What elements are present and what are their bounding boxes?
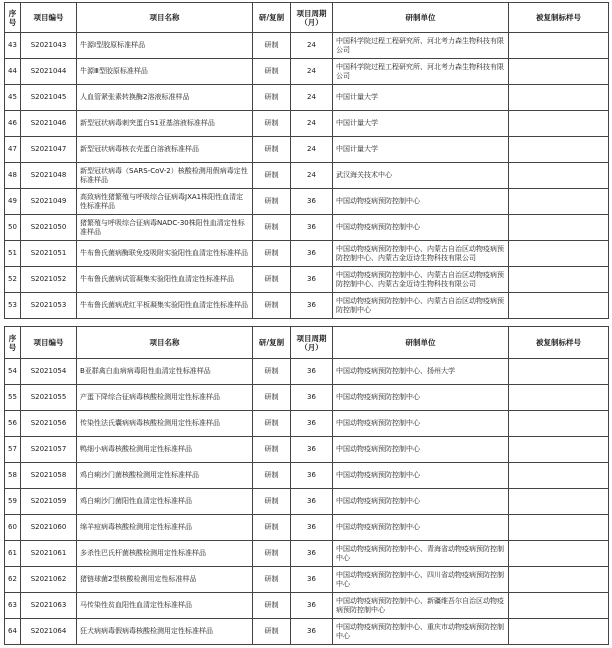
header-code: 项目编号 [21, 3, 77, 33]
cell-type: 研制 [253, 437, 291, 463]
cell-seq: 62 [5, 567, 21, 593]
cell-sample [509, 215, 609, 241]
cell-code: S2021057 [21, 437, 77, 463]
registry-table-1 [4, 2, 609, 319]
cell-code: S2021051 [21, 241, 77, 267]
cell-name: 鸡白痢沙门菌阳性血清定性标准样品 [77, 489, 253, 515]
cell-unit: 中国动物疫病预防控制中心 [333, 463, 509, 489]
cell-sample [509, 137, 609, 163]
table-row [5, 489, 609, 515]
registry-table-2 [4, 326, 609, 645]
cell-name: 传染性法氏囊病病毒核酸检测用定性标准样品 [77, 411, 253, 437]
table-row [5, 619, 609, 645]
cell-type: 研制 [253, 137, 291, 163]
cell-sample [509, 267, 609, 293]
cell-sample [509, 293, 609, 319]
cell-unit: 中国计量大学 [333, 85, 509, 111]
cell-unit: 中国动物疫病预防控制中心 [333, 411, 509, 437]
table-body-2 [5, 359, 609, 645]
cell-type: 研制 [253, 85, 291, 111]
table-row [5, 163, 609, 189]
cell-seq: 45 [5, 85, 21, 111]
cell-cycle: 36 [291, 541, 333, 567]
cell-type: 研制 [253, 411, 291, 437]
table-row [5, 111, 609, 137]
table-row [5, 593, 609, 619]
header-cycle: 项目周期（月） [291, 327, 333, 359]
cell-sample [509, 515, 609, 541]
cell-seq: 52 [5, 267, 21, 293]
cell-sample [509, 85, 609, 111]
cell-sample [509, 33, 609, 59]
cell-cycle: 24 [291, 111, 333, 137]
cell-name: 牛布鲁氏菌病虎红平板凝集实验阳性血清定性标准样品 [77, 293, 253, 319]
cell-code: S2021063 [21, 593, 77, 619]
cell-seq: 55 [5, 385, 21, 411]
cell-cycle: 24 [291, 163, 333, 189]
cell-cycle: 36 [291, 593, 333, 619]
cell-code: S2021046 [21, 111, 77, 137]
cell-seq: 54 [5, 359, 21, 385]
cell-unit: 中国动物疫病预防控制中心、扬州大学 [333, 359, 509, 385]
header-name: 项目名称 [77, 3, 253, 33]
cell-cycle: 36 [291, 515, 333, 541]
cell-unit: 中国动物疫病预防控制中心 [333, 515, 509, 541]
cell-code: S2021055 [21, 385, 77, 411]
table-row [5, 463, 609, 489]
cell-cycle: 36 [291, 267, 333, 293]
cell-sample [509, 59, 609, 85]
cell-seq: 56 [5, 411, 21, 437]
cell-cycle: 36 [291, 385, 333, 411]
cell-unit: 中国动物疫病预防控制中心 [333, 437, 509, 463]
cell-type: 研制 [253, 463, 291, 489]
cell-seq: 53 [5, 293, 21, 319]
cell-name: 狂犬病病毒假病毒核酸检测用定性标准样品 [77, 619, 253, 645]
cell-sample [509, 463, 609, 489]
table-row [5, 215, 609, 241]
cell-type: 研制 [253, 489, 291, 515]
cell-unit: 中国计量大学 [333, 137, 509, 163]
header-unit: 研制单位 [333, 3, 509, 33]
cell-seq: 59 [5, 489, 21, 515]
cell-unit: 中国动物疫病预防控制中心 [333, 189, 509, 215]
cell-cycle: 24 [291, 137, 333, 163]
table-row [5, 33, 609, 59]
cell-sample [509, 385, 609, 411]
cell-cycle: 36 [291, 489, 333, 515]
cell-cycle: 24 [291, 59, 333, 85]
cell-cycle: 36 [291, 359, 333, 385]
cell-unit: 中国科学院过程工程研究所、河北考力森生物科技有限公司 [333, 33, 509, 59]
cell-name: 新型冠状病毒刺突蛋白S1亚基溶液标准样品 [77, 111, 253, 137]
cell-cycle: 36 [291, 189, 333, 215]
cell-code: S2021059 [21, 489, 77, 515]
cell-unit: 中国动物疫病预防控制中心、新疆维吾尔自治区动物疫病预防控制中心 [333, 593, 509, 619]
cell-name: 产蛋下降综合征病毒核酸检测用定性标准样品 [77, 385, 253, 411]
cell-type: 研制 [253, 619, 291, 645]
cell-code: S2021043 [21, 33, 77, 59]
cell-code: S2021060 [21, 515, 77, 541]
table-row [5, 293, 609, 319]
cell-code: S2021049 [21, 189, 77, 215]
table-row [5, 85, 609, 111]
cell-type: 研制 [253, 189, 291, 215]
cell-type: 研制 [253, 111, 291, 137]
cell-type: 研制 [253, 541, 291, 567]
header-sample: 被复制标样号 [509, 327, 609, 359]
cell-type: 研制 [253, 241, 291, 267]
cell-code: S2021053 [21, 293, 77, 319]
cell-name: 新型冠状病毒核衣壳蛋白溶液标准样品 [77, 137, 253, 163]
header-type: 研/复制 [253, 327, 291, 359]
cell-sample [509, 411, 609, 437]
header-sample: 被复制标样号 [509, 3, 609, 33]
cell-code: S2021061 [21, 541, 77, 567]
cell-unit: 中国动物疫病预防控制中心、内蒙古自治区动物疫病预防控制中心、内蒙古金迈诗生物科技有限公司 [333, 241, 509, 267]
table-header-row [5, 327, 609, 359]
cell-seq: 44 [5, 59, 21, 85]
cell-name: 牛源Ⅲ型胶原标准样品 [77, 59, 253, 85]
table-row [5, 241, 609, 267]
cell-seq: 63 [5, 593, 21, 619]
cell-seq: 46 [5, 111, 21, 137]
cell-unit: 中国动物疫病预防控制中心 [333, 215, 509, 241]
cell-name: 牛布鲁氏菌病酶联免疫吸附实验阳性血清定性标准样品 [77, 241, 253, 267]
cell-unit: 中国动物疫病预防控制中心、重庆市动物疫病预防控制中心 [333, 619, 509, 645]
table-row [5, 59, 609, 85]
cell-unit: 中国科学院过程工程研究所、河北考力森生物科技有限公司 [333, 59, 509, 85]
cell-seq: 57 [5, 437, 21, 463]
table-row [5, 567, 609, 593]
cell-unit: 中国计量大学 [333, 111, 509, 137]
cell-unit: 武汉海关技术中心 [333, 163, 509, 189]
cell-seq: 64 [5, 619, 21, 645]
cell-type: 研制 [253, 593, 291, 619]
header-seq: 序号 [5, 3, 21, 33]
cell-name: B亚群禽白血病病毒阳性血清定性标准样品 [77, 359, 253, 385]
table-header-row [5, 3, 609, 33]
cell-name: 新型冠状病毒（SARS-CoV-2）核酸检测用假病毒定性标准样品 [77, 163, 253, 189]
cell-sample [509, 189, 609, 215]
cell-sample [509, 619, 609, 645]
table-row [5, 137, 609, 163]
table-row [5, 437, 609, 463]
cell-name: 牛布鲁氏菌病试管凝集实验阳性血清定性标准样品 [77, 267, 253, 293]
cell-cycle: 36 [291, 463, 333, 489]
cell-seq: 47 [5, 137, 21, 163]
header-cycle: 项目周期（月） [291, 3, 333, 33]
cell-unit: 中国动物疫病预防控制中心、四川省动物疫病预防控制中心 [333, 567, 509, 593]
cell-unit: 中国动物疫病预防控制中心、内蒙古自治区动物疫病预防控制中心、内蒙古金迈诗生物科技有限公司 [333, 267, 509, 293]
table-row [5, 411, 609, 437]
cell-code: S2021044 [21, 59, 77, 85]
cell-unit: 中国动物疫病预防控制中心 [333, 489, 509, 515]
table-row [5, 359, 609, 385]
table-row [5, 515, 609, 541]
cell-type: 研制 [253, 215, 291, 241]
cell-sample [509, 489, 609, 515]
cell-sample [509, 241, 609, 267]
cell-cycle: 36 [291, 567, 333, 593]
cell-code: S2021054 [21, 359, 77, 385]
cell-code: S2021056 [21, 411, 77, 437]
cell-sample [509, 593, 609, 619]
cell-sample [509, 111, 609, 137]
cell-seq: 49 [5, 189, 21, 215]
cell-code: S2021052 [21, 267, 77, 293]
cell-name: 人血管紧张素转换酶2溶液标准样品 [77, 85, 253, 111]
cell-type: 研制 [253, 59, 291, 85]
cell-cycle: 36 [291, 411, 333, 437]
cell-name: 绵羊痘病毒核酸检测用定性标准样品 [77, 515, 253, 541]
table-row [5, 541, 609, 567]
cell-cycle: 36 [291, 619, 333, 645]
header-code: 项目编号 [21, 327, 77, 359]
cell-unit: 中国动物疫病预防控制中心 [333, 385, 509, 411]
cell-name: 马传染性贫血阳性血清定性标准样品 [77, 593, 253, 619]
header-type: 研/复制 [253, 3, 291, 33]
cell-type: 研制 [253, 163, 291, 189]
cell-type: 研制 [253, 385, 291, 411]
cell-seq: 48 [5, 163, 21, 189]
cell-seq: 50 [5, 215, 21, 241]
cell-type: 研制 [253, 267, 291, 293]
cell-cycle: 24 [291, 33, 333, 59]
cell-cycle: 24 [291, 85, 333, 111]
cell-name: 猪繁殖与呼吸综合征病毒NADC-30株阳性血清定性标准样品 [77, 215, 253, 241]
cell-sample [509, 541, 609, 567]
cell-name: 猪链球菌2型核酸检测用定性标准样品 [77, 567, 253, 593]
cell-code: S2021050 [21, 215, 77, 241]
cell-name: 多杀性巴氏杆菌核酸检测用定性标准样品 [77, 541, 253, 567]
cell-type: 研制 [253, 359, 291, 385]
table-row [5, 385, 609, 411]
table-row [5, 267, 609, 293]
cell-type: 研制 [253, 33, 291, 59]
cell-code: S2021058 [21, 463, 77, 489]
cell-seq: 60 [5, 515, 21, 541]
cell-type: 研制 [253, 293, 291, 319]
cell-seq: 43 [5, 33, 21, 59]
cell-code: S2021062 [21, 567, 77, 593]
cell-type: 研制 [253, 515, 291, 541]
cell-code: S2021048 [21, 163, 77, 189]
cell-code: S2021064 [21, 619, 77, 645]
cell-name: 牛源Ⅰ型胶原标准样品 [77, 33, 253, 59]
cell-unit: 中国动物疫病预防控制中心、内蒙古自治区动物疫病预防控制中心 [333, 293, 509, 319]
cell-code: S2021047 [21, 137, 77, 163]
cell-type: 研制 [253, 567, 291, 593]
cell-cycle: 36 [291, 241, 333, 267]
cell-name: 鸡白痢沙门菌核酸检测用定性标准样品 [77, 463, 253, 489]
cell-sample [509, 359, 609, 385]
cell-seq: 58 [5, 463, 21, 489]
cell-unit: 中国动物疫病预防控制中心、青海省动物疫病预防控制中心 [333, 541, 509, 567]
table-body-1 [5, 33, 609, 319]
cell-cycle: 36 [291, 215, 333, 241]
cell-seq: 51 [5, 241, 21, 267]
header-seq: 序号 [5, 327, 21, 359]
cell-sample [509, 567, 609, 593]
cell-name: 鸭细小病毒核酸检测用定性标准样品 [77, 437, 253, 463]
cell-cycle: 36 [291, 437, 333, 463]
cell-code: S2021045 [21, 85, 77, 111]
cell-sample [509, 437, 609, 463]
cell-sample [509, 163, 609, 189]
cell-cycle: 36 [291, 293, 333, 319]
header-name: 项目名称 [77, 327, 253, 359]
header-unit: 研制单位 [333, 327, 509, 359]
cell-name: 高致病性猪繁殖与呼吸综合征病毒JXA1株阳性血清定性标准样品 [77, 189, 253, 215]
table-row [5, 189, 609, 215]
cell-seq: 61 [5, 541, 21, 567]
